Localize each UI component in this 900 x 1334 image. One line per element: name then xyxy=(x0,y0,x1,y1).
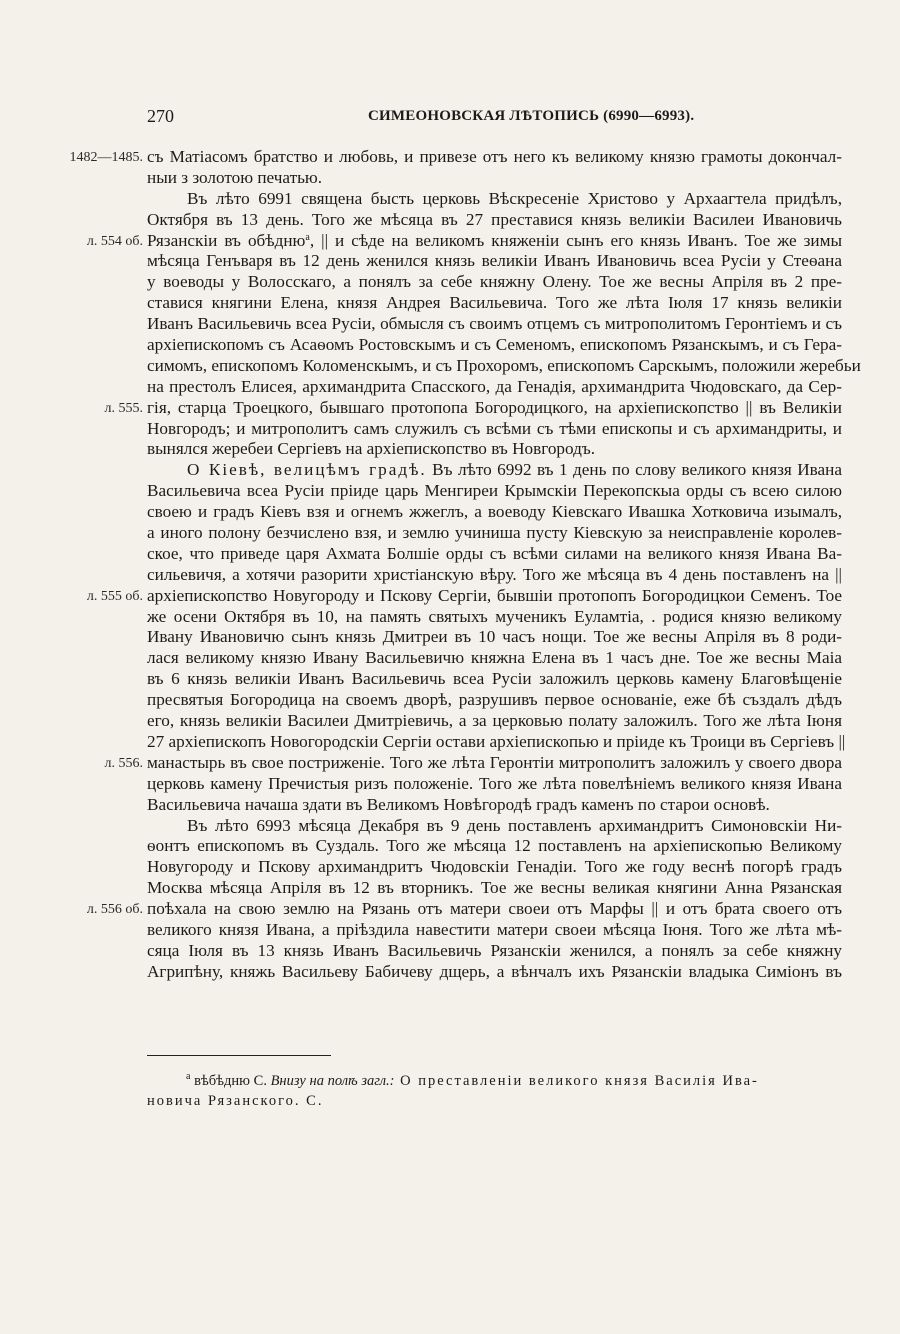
text-line: сильевичя, а хотячи разорити христіанскую вѣру. Того же мѣсяца въ 4 день поставленъ на || xyxy=(147,564,842,584)
text-line: своею и градъ Кіевъ взя и огнемъ жжеглъ, а воеводу Кіевскаго Ивашка Хотковича изымалъ, xyxy=(147,502,842,522)
text-line: вынялся жеребеи Сергіевъ на архіепископство въ Новгородъ. xyxy=(147,439,596,459)
text-line: ныи з золотою печатью. xyxy=(147,167,323,187)
text-line: Агрипѣну, княжь Васильеву Бабичеву дщерь, а вѣнчалъ ихъ Рязанскіи владыка Симіонъ въ xyxy=(147,961,842,981)
text-line: Ивану Ивановичю сынъ князь Дмитреи въ 10 часъ нощи. Тое же весны Апріля въ 8 роди- xyxy=(147,627,842,647)
text-line: же осени Октября въ 10, на память святыхъ мученикъ Еуламтіа, . родися князю великому xyxy=(147,606,842,626)
text-line: его, князь великіи Василеи Дмитріевичь, а за церковью полату заложилъ. Того же лѣта Іюня xyxy=(147,711,842,731)
text-line: у воеводы у Волосскаго, а понялъ за себе княжну Олену. Тое же весны Апріля въ 2 пре- xyxy=(147,272,842,292)
text-line: а иного полону безчислено взя, и землю учиниша пусту Кіевскую за неисправленіе королев- xyxy=(147,523,842,543)
text-line: О Кіевѣ, велицѣмъ градѣ. Въ лѣто 6992 въ 1 день по слову великого князя Ивана xyxy=(187,460,842,480)
text-line: Васильевича начаша здати въ Великомъ Новѣгородѣ градъ каменъ по старои основѣ. xyxy=(147,794,770,814)
text-line: на престолъ Елисея, архимандрита Спасского, да Генадія, архимандрита Чюдовскаго, да Сер- xyxy=(147,376,842,396)
margin-note-folio: л. 556. xyxy=(104,755,143,771)
margin-note-folio: л. 555. xyxy=(104,400,143,416)
margin-note-folio: л. 556 об. xyxy=(86,902,143,918)
text-line: л. 554 об. Рязанскіи въ обѣдню$^а$, || и сѣде на великомъ княженіи сынъ его князь Иванъ. Тое же зимы xyxy=(147,231,842,252)
margin-note-folio: л. 554 об. xyxy=(86,233,143,249)
footnote-rule xyxy=(147,1055,331,1056)
text-line: 27 архіепископъ Новогородскіи Сергіи остави архіепископью и пріиде къ Троици въ Сергіевъ || xyxy=(147,731,846,751)
text-line: сяца Іюля въ 13 князь Иванъ Васильевичь Рязанскіи женился, а понялъ за себе княжну xyxy=(147,940,842,960)
footnote-line: новича Рязанского. С. xyxy=(147,1092,324,1109)
text-line: Иванъ Васильевичь всеа Русіи, обмысля съ своимъ отцемъ съ митрополитомъ Геронтіемъ и съ xyxy=(147,314,842,334)
running-head: СИМЕОНОВСКАЯ ЛѢТОПИСЬ (6990—6993). xyxy=(368,108,695,124)
text-line: л. 555. гія, старца Троецкого, бывшаго протопопа Богородицкого, на архіепископство || въ Великіи xyxy=(147,398,842,419)
text-line: великого князя Ивана, а пріѣздила навестити матери своеи мѣсяца Іюня. Того же лѣта мѣ- xyxy=(147,919,842,939)
text-line: лася великому князю Ивану Васильевичю княжна Елена въ 1 часъ дне. Тое же весны Маіа xyxy=(147,648,842,668)
text-line: Москва мѣсяца Апріля въ 12 въ вторникъ. Тое же весны великая княгини Анна Рязанская xyxy=(147,878,842,898)
text-line: симомъ, епископомъ Коломенскымъ, и съ Прохоромъ, епископомъ Сарскымъ, положили жеребьи xyxy=(147,355,861,375)
footnote-marker: а xyxy=(305,231,310,243)
footnote xyxy=(147,1071,846,1111)
text-line: пресвятыя Богородица на своемъ дворѣ, разрушивъ первое основаніе, еже бѣ създалъ дѣдъ xyxy=(147,690,842,710)
section-heading: О Кіевѣ, велицѣмъ градѣ. xyxy=(187,460,427,480)
text-line: л. 556 об. поѣхала на свою землю на Рязань отъ матери своеи отъ Марфы || и отъ брата своего отъ xyxy=(147,899,842,920)
text-line: Васильевича всеа Русіи пріиде царь Менгиреи Крымскіи Перекопскыа орды съ всею силою xyxy=(147,481,842,501)
page-number: 270 xyxy=(147,106,174,126)
text-line: Новгородъ; и митрополитъ самъ служилъ съ всѣми съ тѣми епископы и съ архимандриты, и xyxy=(147,418,842,438)
text-line: 1482—1485. съ Матіасомъ братство и любовь, и привезе отъ него къ великому князю грамоты докончал- xyxy=(147,147,842,168)
text-line: мѣсяца Генъваря въ 12 день женился князь великіи Иванъ Ивановичь всеа Русіи у Стеѳана xyxy=(147,251,842,271)
footnote-italic: Внизу на полѣ загл.: xyxy=(270,1073,395,1089)
text-line: архіепископомъ съ Асаѳомъ Ростовскымъ и съ Семеномъ, епископомъ Рязанскымъ, и съ Гера- xyxy=(147,335,842,355)
text-line: Октября въ 13 день. Того же мѣсяца въ 27 преставися князь великіи Василеи Ивановичь xyxy=(147,209,842,229)
text-line: Въ лѣто 6993 мѣсяца Декабря въ 9 день поставленъ архимандритъ Симоновскіи Ни- xyxy=(187,815,842,835)
footnote-line: $^а$ вѣбѣдню С. Внизу на полѣ загл.: О преставленіи великого князя Василія Ива- xyxy=(186,1071,759,1089)
text-line: ское, что приведе царя Ахмата Болшіе орды съ всѣми силами на великого князя Ивана Ва- xyxy=(147,543,842,563)
margin-note-years: 1482—1485. xyxy=(69,150,143,165)
text-line: въ 6 князь великіи Иванъ Васильевичь всеа Русіи заложилъ церковь камену Благовѣщеніе xyxy=(147,669,842,689)
text-line: церковь камену Пречистыя ризъ положеніе. Того же лѣта повелѣніемъ великого князя Ивана xyxy=(147,773,842,793)
margin-note-folio: л. 555 об. xyxy=(86,588,143,604)
text-line: ставися княгини Елена, князя Андрея Васильевича. Того же лѣта Іюля 17 князь великіи xyxy=(147,293,842,313)
text-line: ѳонтъ епископомъ въ Суздаль. Того же мѣсяца 12 поставленъ на архіепископью Великому xyxy=(147,836,842,856)
text-line: Новугороду и Пскову архимандритъ Чюдовскіи Генадіи. Того же году веснѣ погорѣ градъ xyxy=(147,857,842,877)
text-line: л. 555 об. архіепископство Новугороду и Пскову Сергіи, бывшіи протопопъ Богородицкои Семенъ. Тое xyxy=(147,586,842,607)
footnote-marker: а xyxy=(186,1071,191,1082)
text-line: л. 556. манастырь въ свое постриженіе. Того же лѣта Геронтіи митрополитъ заложилъ у своего двора xyxy=(147,753,842,774)
text-line: Въ лѣто 6991 священа бысть церковь Вѣскресеніе Христово у Архаагтела придѣлъ, xyxy=(187,188,842,208)
body-text xyxy=(69,147,861,983)
